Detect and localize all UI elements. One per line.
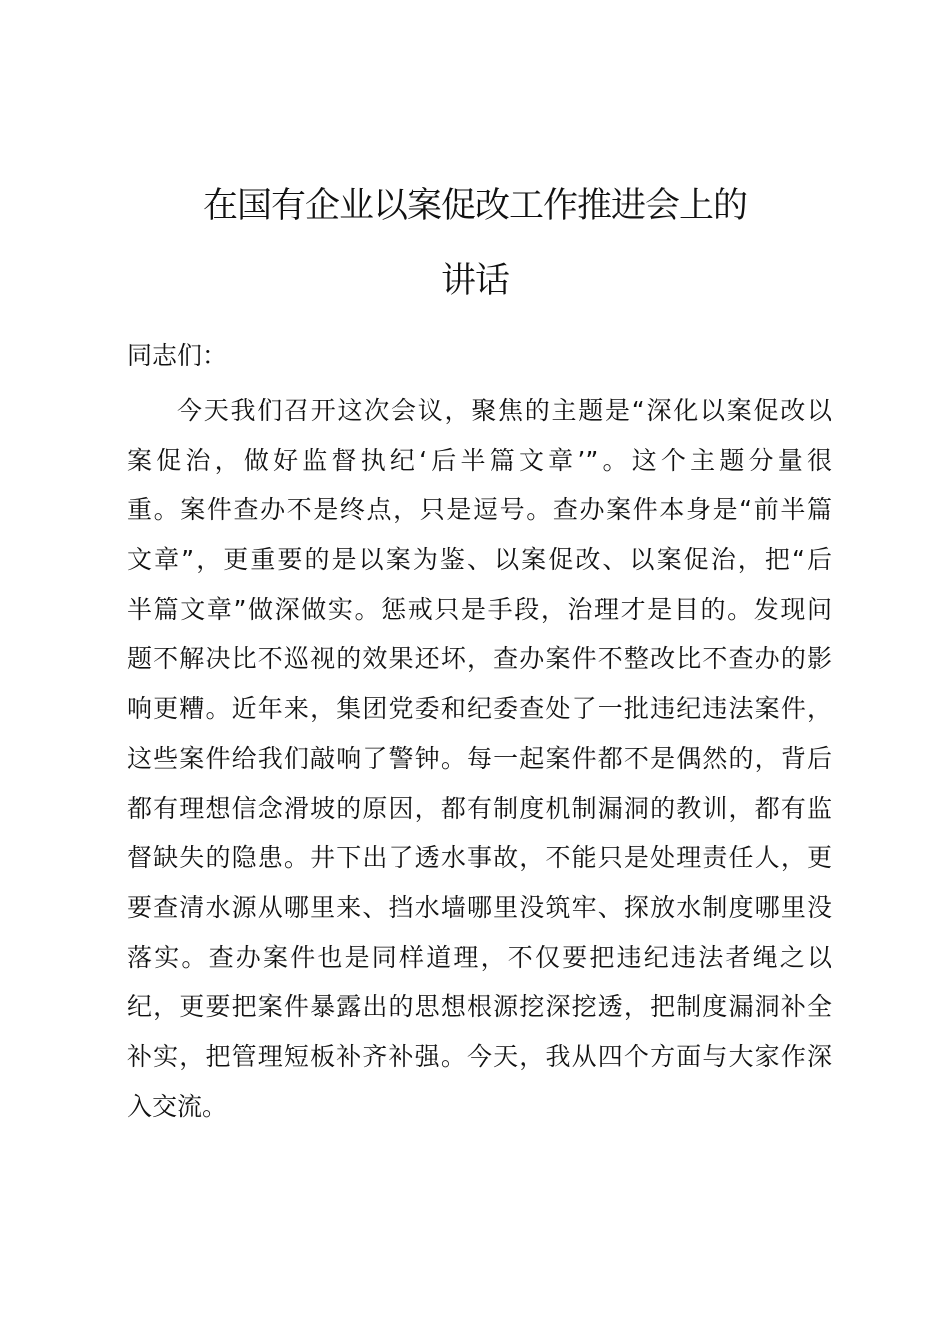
paragraph-line: 文章”，更重要的是以案为鉴、以案促改、以案促治，把“后 — [127, 545, 832, 575]
paragraph-line: 补实，把管理短板补齐补强。今天，我从四个方面与大家作深 — [127, 1041, 832, 1071]
paragraph-line: 今天我们召开这次会议，聚焦的主题是“深化以案促改以 — [177, 396, 832, 425]
paragraph-line: 督缺失的隐患。井下出了透水事故，不能只是处理责任人，更 — [127, 843, 832, 873]
paragraph-line: 响更糟。近年来，集团党委和纪委查处了一批违纪违法案件， — [127, 694, 832, 724]
paragraph-line: 题不解决比不巡视的效果还坏，查办案件不整改比不查办的影 — [127, 644, 832, 674]
salutation: 同志们： — [127, 341, 228, 370]
paragraph-line: 落实。查办案件也是同样道理，不仅要把违纪违法者绳之以 — [127, 942, 832, 972]
paragraph-line: 半篇文章”做深做实。惩戒只是手段，治理才是目的。发现问 — [127, 594, 832, 624]
document-title-line-2: 讲话 — [440, 261, 509, 301]
paragraph-line: 案促治，做好监督执纪‘后半篇文章’”。这个主题分量很 — [127, 445, 832, 475]
body-paragraph — [127, 386, 832, 1131]
paragraph-line: 要查清水源从哪里来、挡水墙哪里没筑牢、探放水制度哪里没 — [127, 892, 832, 922]
paragraph-line: 都有理想信念滑坡的原因，都有制度机制漏洞的教训，都有监 — [127, 793, 832, 823]
paragraph-line: 这些案件给我们敲响了警钟。每一起案件都不是偶然的，背后 — [127, 743, 832, 773]
paragraph-line: 纪，更要把案件暴露出的思想根源挖深挖透，把制度漏洞补全 — [127, 992, 832, 1022]
paragraph-line: 入交流。 — [127, 1091, 228, 1121]
paragraph-line: 重。案件查办不是终点，只是逗号。查办案件本身是“前半篇 — [127, 495, 832, 525]
document-title-line-1: 在国有企业以案促改工作推进会上的 — [202, 186, 747, 226]
